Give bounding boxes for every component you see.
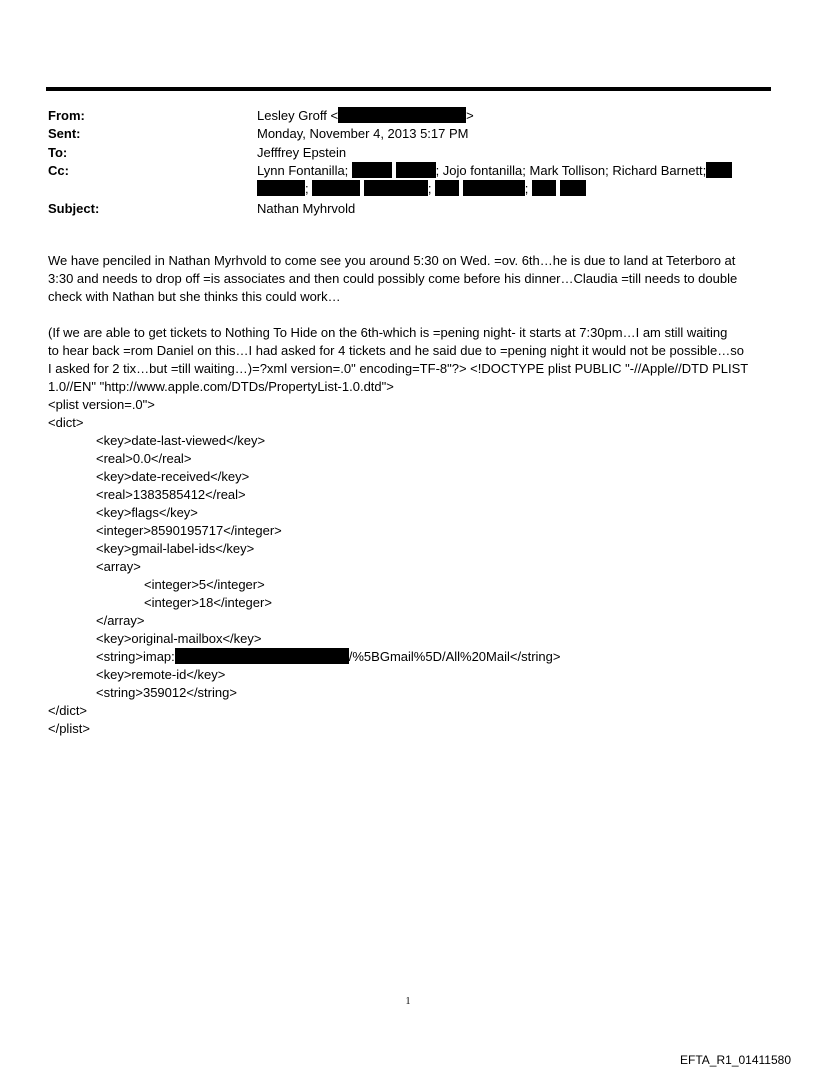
xml-line: <key>date-last-viewed</key>: [96, 433, 266, 448]
body-line: I asked for 2 tix…but =till waiting…)=?xml version=.0" encoding=TF-8"?> <!DOCTYPE plist PUBLIC "-//Apple//DTD PLIST: [48, 361, 749, 376]
xml-line: <real>0.0</real>: [96, 451, 192, 466]
sent-value: Monday, November 4, 2013 5:17 PM: [257, 126, 469, 141]
cc-label: Cc:: [48, 163, 69, 178]
xml-line: <integer>8590195717</integer>: [96, 523, 282, 538]
body-line: check with Nathan but she thinks this could work…: [48, 289, 341, 304]
redaction-box: [463, 180, 525, 196]
redaction-box: [338, 107, 466, 123]
sent-label: Sent:: [48, 126, 81, 141]
redaction-box: [435, 180, 459, 196]
xml-line: <plist version=.0">: [48, 397, 155, 412]
cc-lynn: Lynn Fontanilla;: [257, 163, 349, 178]
redaction-box: [396, 162, 436, 178]
subject-value: Nathan Myhrvold: [257, 201, 356, 216]
xml-line: <key>flags</key>: [96, 505, 198, 520]
redaction-box: [312, 180, 360, 196]
xml-line: <integer>5</integer>: [144, 577, 265, 592]
body-line: (If we are able to get tickets to Nothing To Hide on the 6th-which is =pening night- it starts at 7:30pm…I am still waiting: [48, 325, 728, 340]
from-close: >: [466, 108, 474, 123]
xml-line: [48, 648, 773, 666]
cc-names: ; Jojo fontanilla; Mark Tollison; Richard Barnett;: [435, 163, 707, 178]
cc-separator: ;: [524, 181, 529, 196]
to-value: Jefffrey Epstein: [257, 145, 347, 160]
imap-suffix: /%5BGmail%5D/All%20Mail</string>: [348, 649, 561, 664]
cc-value-line1: [257, 162, 732, 180]
paragraph-gap: [48, 306, 773, 324]
body-line: to hear back =rom Daniel on this…I had asked for 4 tickets and he said due to =pening night it would not be possible…so: [48, 343, 744, 358]
subject-label: Subject:: [48, 201, 100, 216]
redaction-box: [175, 648, 349, 664]
body-line: We have penciled in Nathan Myrhvold to come see you around 5:30 on Wed. =ov. 6th…he is due to land at Teterboro at: [48, 253, 736, 268]
redaction-box: [257, 180, 305, 196]
cc-value-line2: [257, 180, 586, 198]
xml-line: <real>1383585412</real>: [96, 487, 246, 502]
xml-line: <key>gmail-label-ids</key>: [96, 541, 255, 556]
xml-line: </plist>: [48, 721, 90, 736]
from-label: From:: [48, 108, 85, 123]
xml-line: <string>359012</string>: [96, 685, 237, 700]
xml-line: <key>original-mailbox</key>: [96, 631, 262, 646]
xml-line: </array>: [96, 613, 145, 628]
body-line: 1.0//EN" "http://www.apple.com/DTDs/PropertyList-1.0.dtd">: [48, 379, 394, 394]
redaction-box: [560, 180, 586, 196]
xml-line: </dict>: [48, 703, 88, 718]
redaction-box: [364, 180, 428, 196]
xml-line: <dict>: [48, 415, 84, 430]
redaction-box: [352, 162, 392, 178]
cc-separator: ;: [427, 181, 432, 196]
redaction-box: [706, 162, 732, 178]
imap-prefix: <string>imap:: [96, 649, 175, 664]
xml-line: <key>remote-id</key>: [96, 667, 226, 682]
cc-separator: ;: [305, 181, 309, 196]
redaction-box: [532, 180, 556, 196]
from-name: Lesley Groff <: [257, 108, 339, 123]
email-body: [48, 252, 773, 738]
to-label: To:: [48, 145, 68, 160]
bates-number: EFTA_R1_01411580: [680, 1053, 791, 1067]
xml-line: <integer>18</integer>: [144, 595, 272, 610]
header-divider: [46, 87, 771, 91]
page-number: 1: [405, 996, 411, 1007]
body-line: 3:30 and needs to drop off =is associates and then could possibly come before his dinner…Claudia =till needs to double: [48, 271, 738, 286]
from-value: [257, 107, 474, 125]
xml-line: <array>: [96, 559, 141, 574]
xml-line: <key>date-received</key>: [96, 469, 250, 484]
